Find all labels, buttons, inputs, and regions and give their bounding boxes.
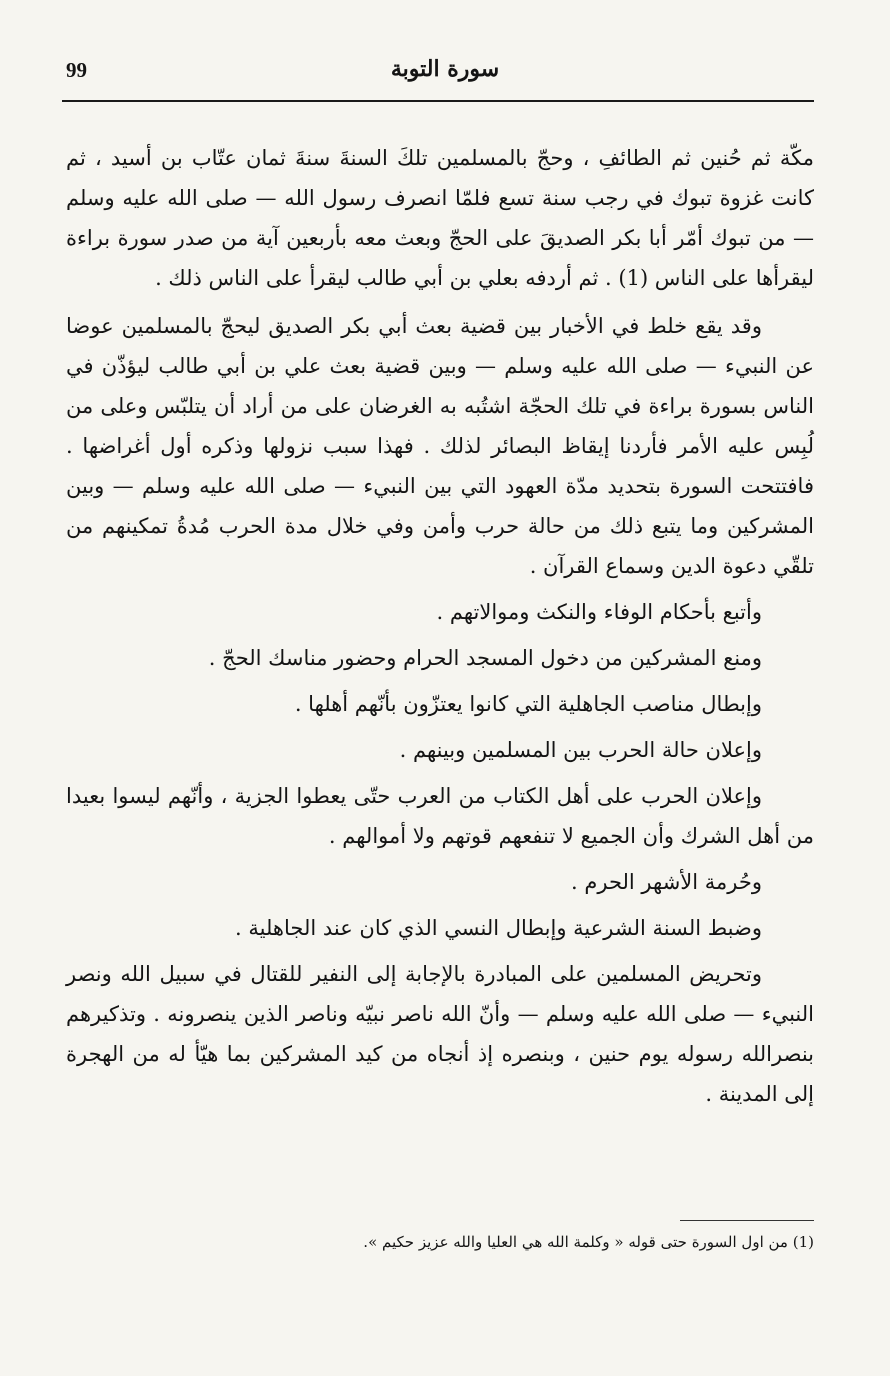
- list-item: وإعلان الحرب على أهل الكتاب من العرب حتّى يعطوا الجزية ، وأنّهم ليسوا بعيدا من أهل الشرك وأن الجميع لا تنفعهم قوتهم ولا أموالهم .: [66, 784, 814, 848]
- paragraph-1: مكّة ثم حُنين ثم الطائفِ ، وحجّ بالمسلمين تلكَ السنةَ سنةَ ثمان عتّاب بن أسيد ، ثم كانت غزوة تبوك في رجب سنة تسع فلمّا انصرف رسول الله — صلى الله عليه وسلم — من تبوك أمّر أبا بكر الصديقَ على الحجّ وبعث معه بأربعين آية من صدر سورة براءة ليقرأها على الناس (1) . ثم أردفه بعلي بن أبي طالب ليقرأ على الناس ذلك .: [66, 146, 814, 290]
- footnote: (1) من اول السورة حتى قوله « وكلمة الله هي العليا والله عزيز حكيم ».: [363, 1233, 814, 1251]
- header-rule: [62, 100, 814, 102]
- list-item: وأتبع بأحكام الوفاء والنكث وموالاتهم .: [436, 600, 762, 624]
- list-item: وتحريض المسلمين على المبادرة بالإجابة إلى النفير للقتال في سبيل الله ونصر النبيء — صلى الله عليه وسلم — وأنّ الله ناصر نبيّه وناصر الذين ينصرونه . وتذكيرهم بنصرالله رسوله يوم حنين ، وبنصره إذ أنجاه من كيد المشركين بما هيّأ له من الهجرة إلى المدينة .: [66, 962, 814, 1106]
- running-title: سورة التوبة: [390, 56, 500, 82]
- list-item: وحُرمة الأشهر الحرم .: [571, 870, 762, 894]
- list-item: وضبط السنة الشرعية وإبطال النسي الذي كان عند الجاهلية .: [235, 916, 762, 940]
- paragraph-2: وقد يقع خلط في الأخبار بين قضية بعث أبي بكر الصديق ليحجّ بالمسلمين عوضا عن النبيء — صلى الله عليه وسلم — وبين قضية بعث علي بن أبي طالب ليؤذّن في الناس بسورة براءة في تلك الحجّة اشتُبه به الغرضان على من أراد أن يتلبّس وعلى من لُبِس عليه الأمر فأردنا إيقاظ البصائر لذلك . فهذا سبب نزولها وذكره أول أغراضها . فافتتحت السورة بتحديد مدّة العهود التي بين النبيء — صلى الله عليه وسلم — وبين المشركين وما يتبع ذلك من حالة حرب وأمن وفي خلال مدة الحرب مُدةُ تمكينهم من تلقّي دعوة الدين وسماع القرآن .: [66, 314, 814, 578]
- list-item: وإعلان حالة الحرب بين المسلمين وبينهم .: [399, 738, 762, 762]
- list-item: وإبطال مناصب الجاهلية التي كانوا يعتزّون بأنّهم أهلها .: [294, 692, 762, 716]
- footnote-rule: [680, 1220, 814, 1221]
- page-number: 99: [66, 58, 87, 82]
- body-text: [66, 138, 814, 1114]
- list-item: ومنع المشركين من دخول المسجد الحرام وحضور مناسك الحجّ .: [208, 646, 762, 670]
